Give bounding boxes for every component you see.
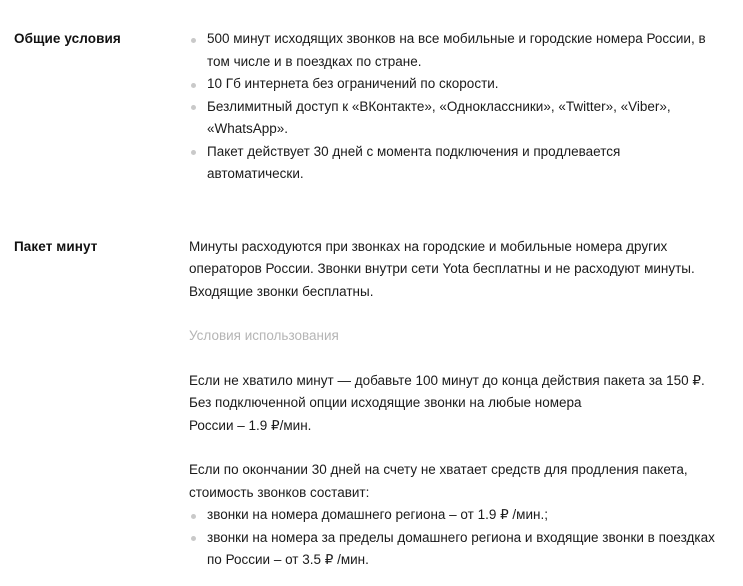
- insufficient-funds-line-1: Если по окончании 30 дней на счету не хватает средств для продления пакета,: [189, 462, 688, 477]
- paragraph-spacer: [189, 437, 719, 459]
- list-item: Пакет действует 30 дней с момента подключения и продлевается автоматически.: [189, 141, 719, 186]
- extra-minutes-paragraph: [189, 370, 719, 438]
- paragraph-spacer: [189, 348, 719, 370]
- section-title-minutes-package: Пакет минут: [14, 238, 98, 254]
- section-general-conditions: [14, 28, 719, 186]
- list-item: Безлимитный доступ к «ВКонтакте», «Одноклассники», «Twitter», «Viber», «WhatsApp».: [189, 96, 719, 141]
- section-body-minutes-package: [189, 236, 719, 572]
- list-item: 10 Гб интернета без ограничений по скорости.: [189, 73, 719, 96]
- insufficient-funds-paragraph: [189, 459, 719, 504]
- general-conditions-list: [189, 28, 719, 186]
- usage-conditions-subheading: Условия использования: [189, 328, 339, 343]
- extra-minutes-line-2: Без подключенной опции исходящие звонки на любые номера: [189, 395, 582, 410]
- minutes-intro-text: Минуты расходуются при звонках на городские и мобильные номера других операторов России. Звонки внутри сети Yota бесплатны и не расходуют минуты. Входящие звонки бесплатны.: [189, 238, 695, 299]
- extra-minutes-line-3: России – 1.9 ₽/мин.: [189, 417, 312, 433]
- section-title-general-conditions: Общие условия: [14, 31, 121, 46]
- call-rates-list: [189, 504, 719, 572]
- insufficient-funds-line-2: стоимость звонков составит:: [189, 484, 370, 500]
- section-spacer: [14, 186, 719, 236]
- list-item: звонки на номера за пределы домашнего региона и входящие звонки в поездках по России – от 3.5 ₽ /мин.: [189, 527, 719, 572]
- list-item: звонки на номера домашнего региона – от 1.9 ₽ /мин.;: [189, 504, 719, 527]
- paragraph-spacer: [189, 303, 719, 325]
- extra-minutes-line-1: Если не хватило минут — добавьте 100 минут до конца действия пакета за 150 ₽.: [189, 372, 705, 388]
- section-body-general-conditions: [189, 28, 719, 186]
- section-minutes-package: [14, 236, 719, 572]
- list-item: 500 минут исходящих звонков на все мобильные и городские номера России, в том числе и в поездках по стране.: [189, 28, 719, 73]
